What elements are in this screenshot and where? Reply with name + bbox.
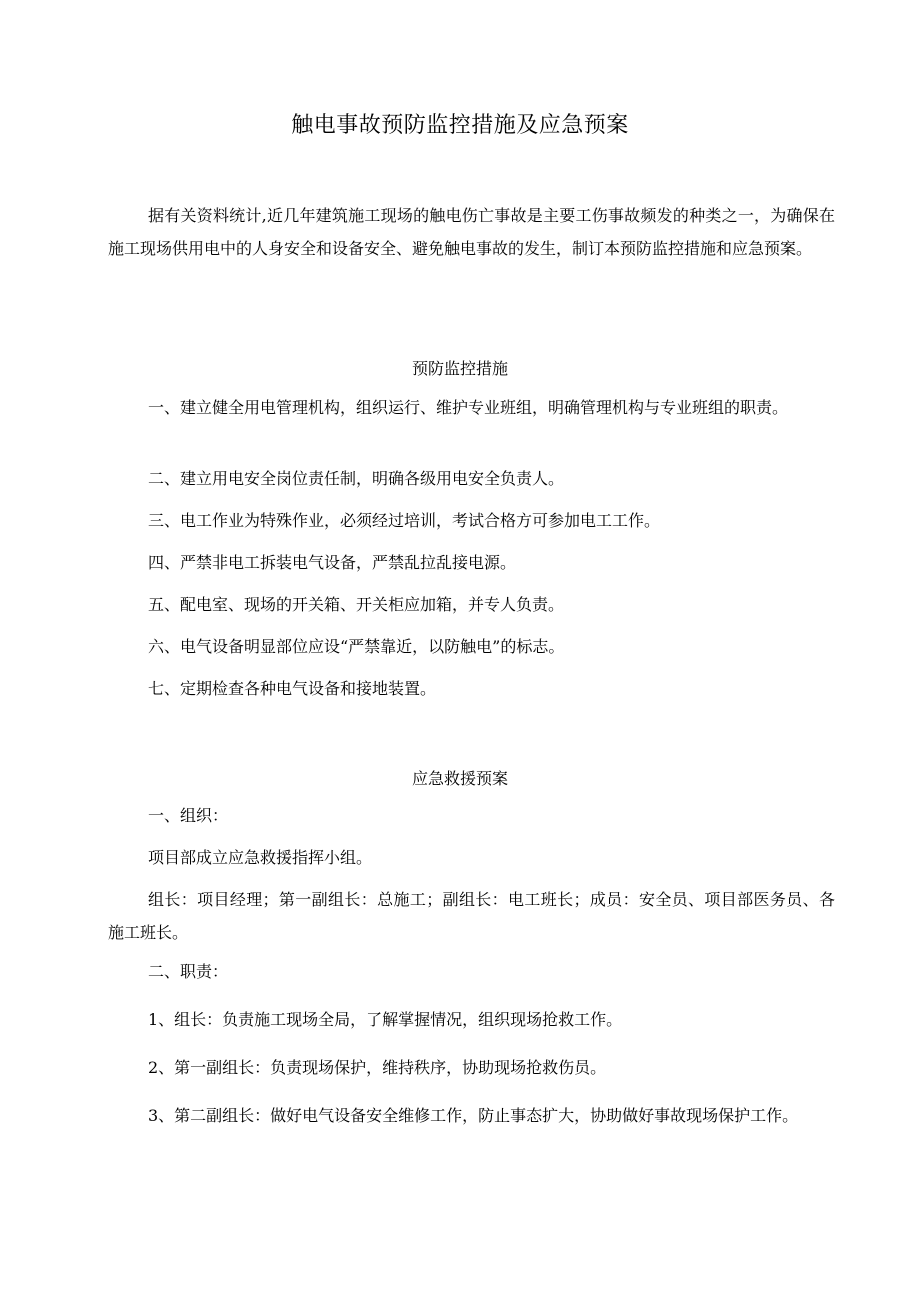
prevention-item-7: 七、定期检查各种电气设备和接地装置。 <box>148 679 437 698</box>
prevention-item-6: 六、电气设备明显部位应设“严禁靠近，以防触电”的标志。 <box>148 637 565 656</box>
document-title: 触电事故预防监控措施及应急预案 <box>291 113 629 138</box>
prevention-item-2: 二、建立用电安全岗位责任制，明确各级用电安全负责人。 <box>148 469 565 488</box>
prevention-item-1: 一、建立健全用电管理机构，组织运行、维护专业班组，明确管理机构与专业班组的职责。 <box>148 398 789 417</box>
duty-item-1: 1、组长：负责施工现场全局，了解掌握情况，组织现场抢救工作。 <box>148 1010 623 1029</box>
duty-heading: 二、职责： <box>148 962 229 981</box>
organization-members: 组长：项目经理；第一副组长：总施工；副组长：电工班长；成员：安全员、项目部医务员、各施工班长。 <box>108 890 835 942</box>
prevention-item-3: 三、电工作业为特殊作业，必须经过培训，考试合格方可参加电工工作。 <box>148 511 661 530</box>
duty-item-2: 2、第一副组长：负责现场保护，维持秩序，协助现场抢救伤员。 <box>148 1058 607 1077</box>
duty-item-3: 3、第二副组长：做好电气设备安全维修工作，防止事态扩大，协助做好事故现场保护工作。 <box>148 1106 799 1125</box>
emergency-heading: 应急救援预案 <box>411 769 508 788</box>
organization-line: 项目部成立应急救援指挥小组。 <box>148 848 373 867</box>
prevention-item-4: 四、严禁非电工拆装电气设备，严禁乱拉乱接电源。 <box>148 553 517 572</box>
intro-paragraph: 据有关资料统计,近几年建筑施工现场的触电伤亡事故是主要工伤事故频发的种类之一，为确保在施工现场供用电中的人身安全和设备安全、避免触电事故的发生，制订本预防监控措施和应急预案。 <box>108 206 835 258</box>
prevention-item-5: 五、配电室、现场的开关箱、开关柜应加箱，并专人负责。 <box>148 595 565 614</box>
organization-heading: 一、组织： <box>148 806 229 825</box>
prevention-heading: 预防监控措施 <box>411 359 508 378</box>
